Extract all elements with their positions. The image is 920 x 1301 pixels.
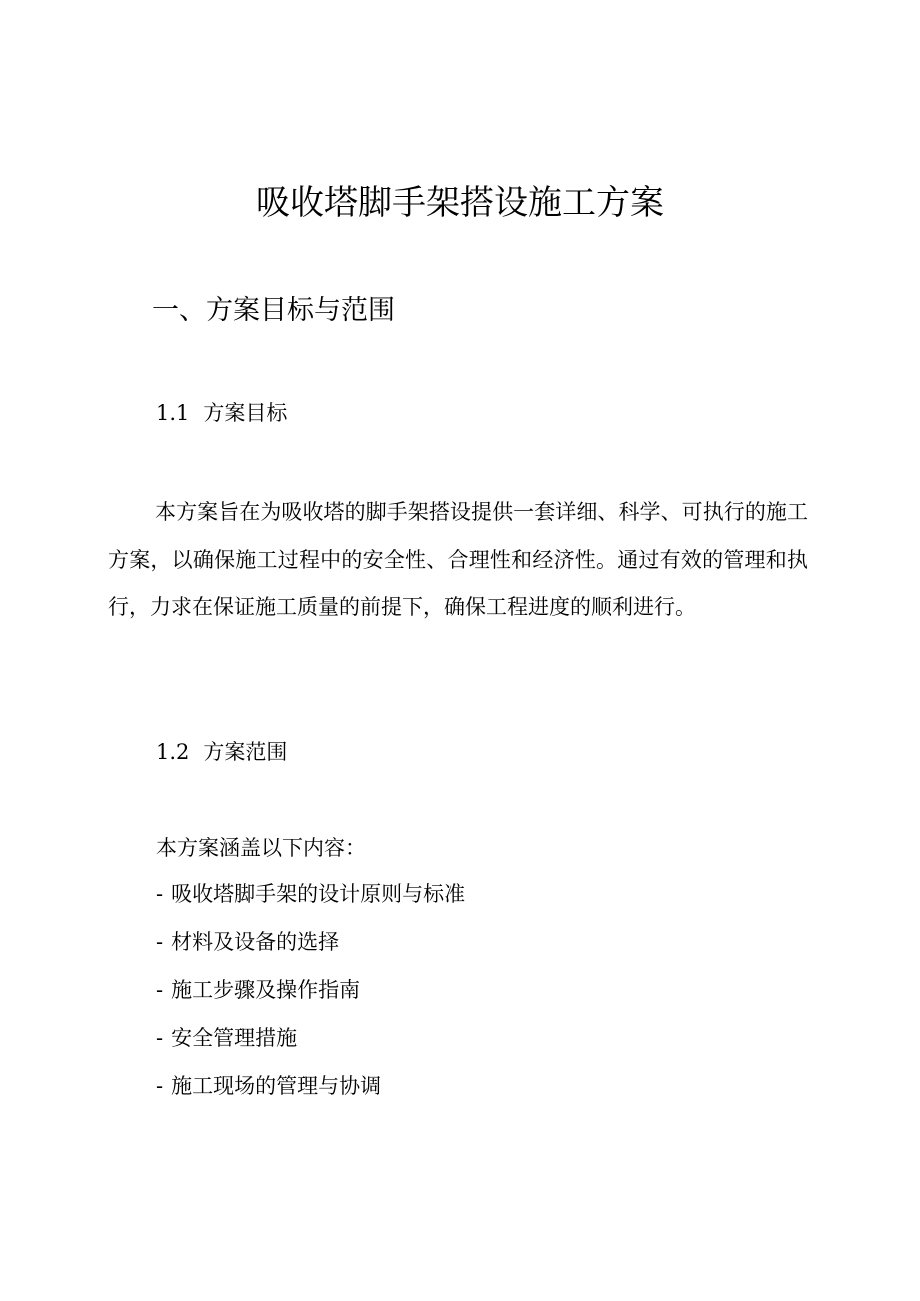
objective-paragraph: 本方案旨在为吸收塔的脚手架搭设提供一套详细、科学、可执行的施工方案，以确保施工过程中的安全性、合理性和经济性。通过有效的管理和执行，力求在保证施工质量的前提下，确保工程进度的顺利进行。 [108, 500, 808, 619]
list-item [156, 926, 465, 974]
scope-intro: 本方案涵盖以下内容： [156, 836, 366, 860]
subsection-heading-1-1 [156, 397, 287, 429]
list-item-text: 吸收塔脚手架的设计原则与标准 [171, 882, 466, 906]
list-item [156, 1022, 465, 1070]
list-item [156, 974, 465, 1022]
section-heading-1: 一、方案目标与范围 [152, 295, 395, 326]
list-bullet: - [156, 930, 164, 954]
subsection-title: 方案范围 [203, 740, 288, 764]
list-bullet: - [156, 1026, 164, 1050]
list-item-text: 施工现场的管理与协调 [171, 1074, 382, 1098]
list-bullet: - [156, 882, 164, 906]
list-item-text: 安全管理措施 [171, 1026, 298, 1050]
list-bullet: - [156, 978, 164, 1002]
subsection-number: 1.2 [156, 740, 190, 764]
list-bullet: - [156, 1074, 164, 1098]
subsection-heading-1-2 [156, 736, 287, 768]
document-title: 吸收塔脚手架搭设施工方案 [256, 183, 664, 223]
list-item [156, 878, 465, 926]
list-item-text: 材料及设备的选择 [171, 930, 340, 954]
list-item [156, 1070, 465, 1118]
subsection-number: 1.1 [156, 401, 190, 425]
scope-list [156, 878, 465, 1118]
subsection-title: 方案目标 [203, 401, 288, 425]
list-item-text: 施工步骤及操作指南 [171, 978, 361, 1002]
